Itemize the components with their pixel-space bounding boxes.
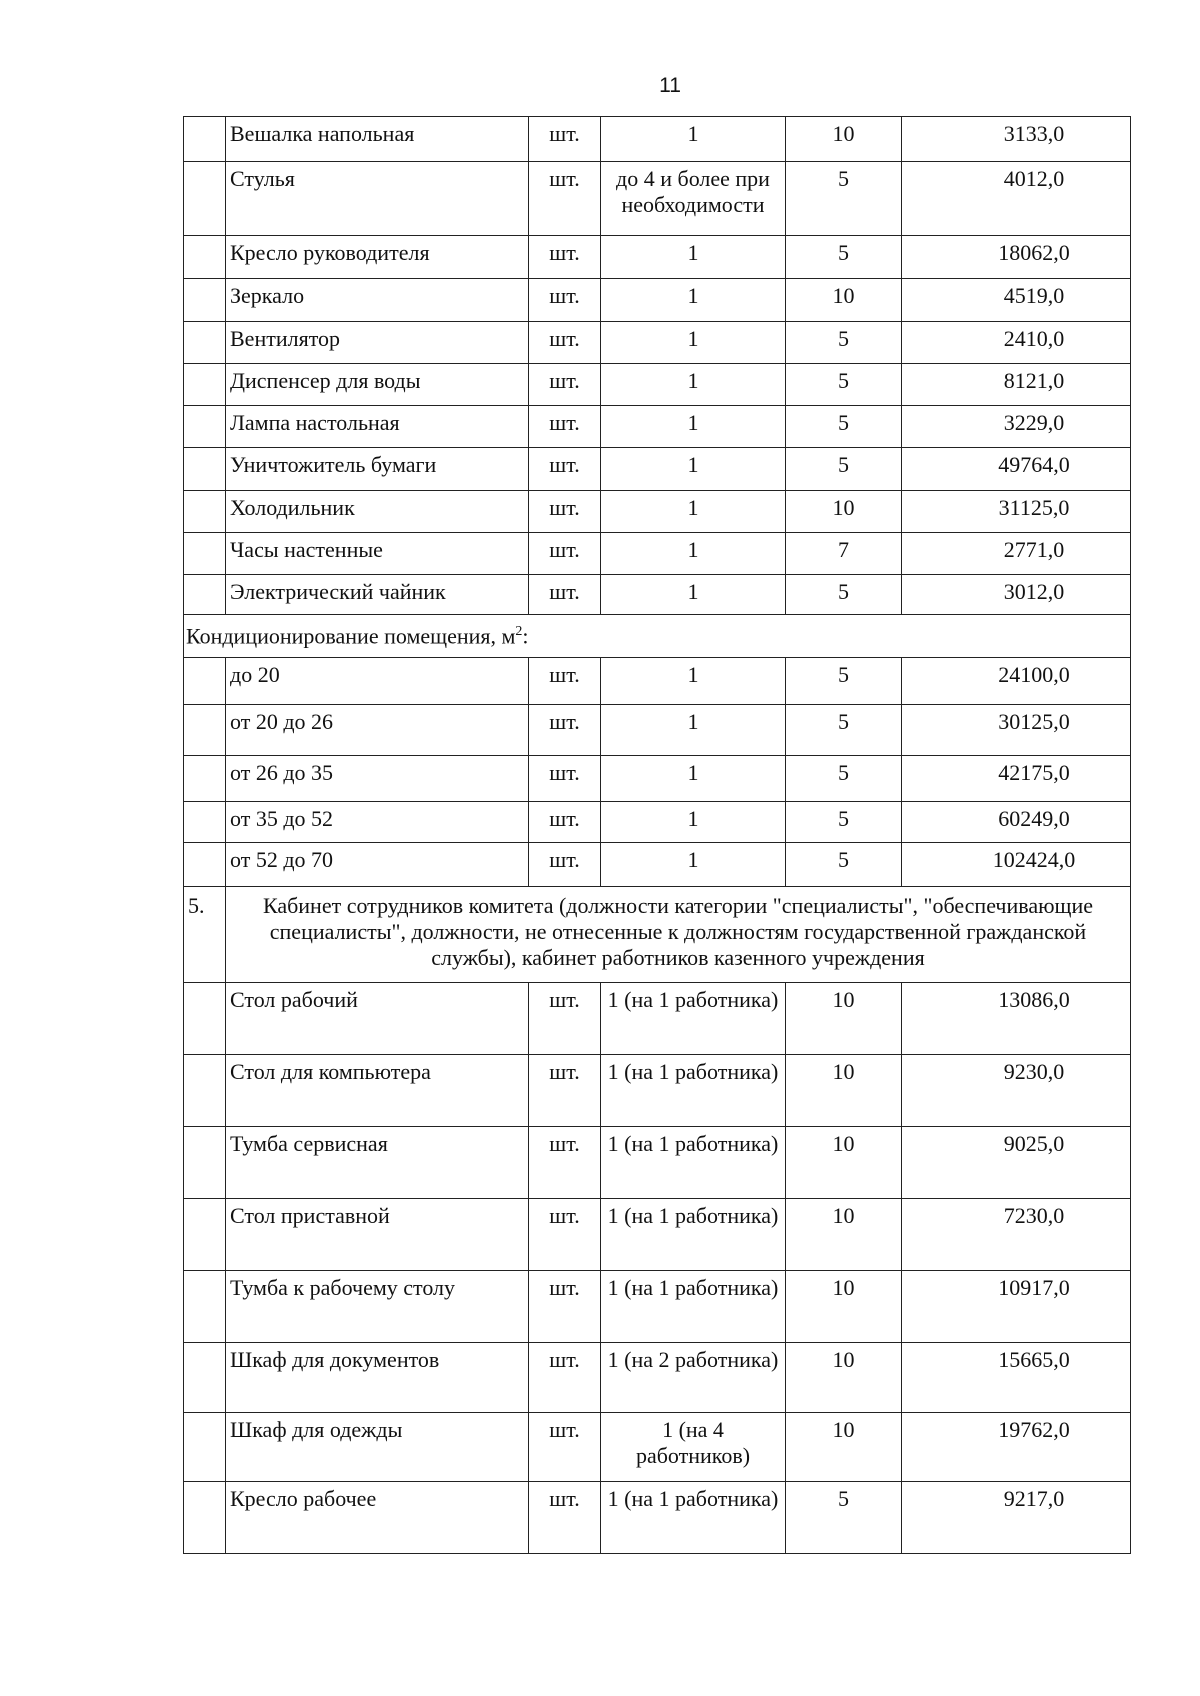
price: 18062,0	[902, 236, 1131, 279]
price: 13086,0	[902, 983, 1131, 1055]
price: 7230,0	[902, 1199, 1131, 1271]
table-row	[184, 575, 1131, 615]
table-row	[184, 236, 1131, 279]
quantity: 1	[601, 279, 786, 322]
num-cell	[184, 802, 226, 843]
num-cell	[184, 705, 226, 756]
item-name: от 20 до 26	[226, 705, 529, 756]
item-name: Кресло рабочее	[226, 1482, 529, 1554]
quantity: 1 (на 2 работника)	[601, 1343, 786, 1413]
quantity: 1	[601, 658, 786, 705]
conditioning-label: Кондиционирование помещения, м	[186, 623, 516, 649]
quantity: 1	[601, 322, 786, 364]
service-years: 5	[786, 236, 902, 279]
table-row	[184, 322, 1131, 364]
item-name: Вешалка напольная	[226, 117, 529, 162]
table-row	[184, 117, 1131, 162]
section-5-header	[184, 887, 1131, 983]
num-cell	[184, 843, 226, 887]
table-row	[184, 802, 1131, 843]
quantity: 1	[601, 756, 786, 802]
service-years: 7	[786, 533, 902, 575]
table-row	[184, 705, 1131, 756]
item-name: Часы настенные	[226, 533, 529, 575]
superscript: 2	[515, 624, 523, 639]
service-years: 10	[786, 1413, 902, 1482]
price: 4012,0	[902, 162, 1131, 236]
quantity: 1	[601, 802, 786, 843]
service-years: 5	[786, 364, 902, 406]
service-years: 5	[786, 705, 902, 756]
item-name: Шкаф для одежды	[226, 1413, 529, 1482]
price: 19762,0	[902, 1413, 1131, 1482]
num-cell	[184, 279, 226, 322]
service-years: 5	[786, 843, 902, 887]
price: 49764,0	[902, 448, 1131, 491]
num-cell	[184, 1271, 226, 1343]
item-name: Тумба к рабочему столу	[226, 1271, 529, 1343]
item-name: Вентилятор	[226, 322, 529, 364]
unit: шт.	[529, 364, 601, 406]
item-name: Холодильник	[226, 491, 529, 533]
item-name: Зеркало	[226, 279, 529, 322]
unit: шт.	[529, 575, 601, 615]
unit: шт.	[529, 533, 601, 575]
unit: шт.	[529, 983, 601, 1055]
service-years: 10	[786, 983, 902, 1055]
price: 3012,0	[902, 575, 1131, 615]
service-years: 10	[786, 1127, 902, 1199]
num-cell	[184, 756, 226, 802]
quantity: 1 (на 1 работника)	[601, 1055, 786, 1127]
item-name: Тумба сервисная	[226, 1127, 529, 1199]
service-years: 5	[786, 575, 902, 615]
table-row	[184, 406, 1131, 448]
num-cell	[184, 162, 226, 236]
price: 2771,0	[902, 533, 1131, 575]
price: 9230,0	[902, 1055, 1131, 1127]
price: 15665,0	[902, 1343, 1131, 1413]
section-title: Кабинет сотрудников комитета (должности категории "специалисты", "обеспечивающие специалисты", должности, не отнесенные к должностям государственной гражданской службы), кабинет работников казенного учреждения	[226, 887, 1131, 983]
num-cell	[184, 448, 226, 491]
table-row	[184, 1055, 1131, 1127]
table-row	[184, 162, 1131, 236]
unit: шт.	[529, 1199, 601, 1271]
price: 8121,0	[902, 364, 1131, 406]
num-cell	[184, 1343, 226, 1413]
unit: шт.	[529, 1055, 601, 1127]
table-row	[184, 279, 1131, 322]
item-name: от 52 до 70	[226, 843, 529, 887]
quantity: 1	[601, 406, 786, 448]
table-row	[184, 1482, 1131, 1554]
section-number: 5.	[184, 887, 226, 983]
item-name: от 26 до 35	[226, 756, 529, 802]
num-cell	[184, 322, 226, 364]
table-row	[184, 364, 1131, 406]
price: 30125,0	[902, 705, 1131, 756]
quantity: 1	[601, 705, 786, 756]
price: 102424,0	[902, 843, 1131, 887]
service-years: 5	[786, 162, 902, 236]
unit: шт.	[529, 802, 601, 843]
item-name: Диспенсер для воды	[226, 364, 529, 406]
service-years: 5	[786, 756, 902, 802]
num-cell	[184, 983, 226, 1055]
service-years: 10	[786, 117, 902, 162]
num-cell	[184, 491, 226, 533]
num-cell	[184, 1127, 226, 1199]
unit: шт.	[529, 491, 601, 533]
table-row	[184, 533, 1131, 575]
quantity: 1	[601, 364, 786, 406]
price: 9217,0	[902, 1482, 1131, 1554]
service-years: 5	[786, 1482, 902, 1554]
item-name: Шкаф для документов	[226, 1343, 529, 1413]
page-number: 11	[659, 74, 681, 97]
quantity: 1	[601, 491, 786, 533]
unit: шт.	[529, 236, 601, 279]
quantity: 1	[601, 448, 786, 491]
price: 42175,0	[902, 756, 1131, 802]
item-name: Стол рабочий	[226, 983, 529, 1055]
item-name: Лампа настольная	[226, 406, 529, 448]
quantity: до 4 и более при необходимости	[601, 162, 786, 236]
table-row	[184, 1127, 1131, 1199]
quantity: 1	[601, 117, 786, 162]
table-row	[184, 1271, 1131, 1343]
equipment-table	[183, 116, 1131, 1554]
unit: шт.	[529, 406, 601, 448]
num-cell	[184, 1055, 226, 1127]
unit: шт.	[529, 756, 601, 802]
quantity: 1 (на 1 работника)	[601, 1199, 786, 1271]
quantity: 1 (на 4 работников)	[601, 1413, 786, 1482]
price: 9025,0	[902, 1127, 1131, 1199]
price: 4519,0	[902, 279, 1131, 322]
table-row	[184, 756, 1131, 802]
service-years: 5	[786, 322, 902, 364]
quantity: 1 (на 1 работника)	[601, 1127, 786, 1199]
price: 3133,0	[902, 117, 1131, 162]
num-cell	[184, 658, 226, 705]
service-years: 10	[786, 1343, 902, 1413]
num-cell	[184, 364, 226, 406]
unit: шт.	[529, 705, 601, 756]
item-name: Кресло руководителя	[226, 236, 529, 279]
price: 60249,0	[902, 802, 1131, 843]
item-name: Стулья	[226, 162, 529, 236]
table-row	[184, 491, 1131, 533]
service-years: 10	[786, 1199, 902, 1271]
section-header-conditioning	[184, 615, 1131, 658]
item-name: Стол приставной	[226, 1199, 529, 1271]
unit: шт.	[529, 448, 601, 491]
service-years: 5	[786, 406, 902, 448]
unit: шт.	[529, 279, 601, 322]
price: 31125,0	[902, 491, 1131, 533]
unit: шт.	[529, 162, 601, 236]
num-cell	[184, 406, 226, 448]
price: 3229,0	[902, 406, 1131, 448]
service-years: 5	[786, 658, 902, 705]
item-name: от 35 до 52	[226, 802, 529, 843]
service-years: 5	[786, 448, 902, 491]
table-row	[184, 843, 1131, 887]
item-name: Электрический чайник	[226, 575, 529, 615]
quantity: 1 (на 1 работника)	[601, 1271, 786, 1343]
table-row	[184, 658, 1131, 705]
num-cell	[184, 1413, 226, 1482]
quantity: 1	[601, 236, 786, 279]
colon: :	[522, 623, 529, 649]
num-cell	[184, 1199, 226, 1271]
num-cell	[184, 117, 226, 162]
table-row	[184, 1343, 1131, 1413]
service-years: 10	[786, 1271, 902, 1343]
unit: шт.	[529, 1343, 601, 1413]
conditioning-header	[184, 615, 1131, 658]
num-cell	[184, 533, 226, 575]
item-name: Стол для компьютера	[226, 1055, 529, 1127]
num-cell	[184, 1482, 226, 1554]
service-years: 10	[786, 279, 902, 322]
unit: шт.	[529, 1413, 601, 1482]
table-row	[184, 983, 1131, 1055]
unit: шт.	[529, 117, 601, 162]
service-years: 10	[786, 491, 902, 533]
num-cell	[184, 236, 226, 279]
quantity: 1	[601, 533, 786, 575]
price: 24100,0	[902, 658, 1131, 705]
unit: шт.	[529, 322, 601, 364]
table-row	[184, 448, 1131, 491]
quantity: 1 (на 1 работника)	[601, 1482, 786, 1554]
quantity: 1	[601, 575, 786, 615]
service-years: 10	[786, 1055, 902, 1127]
unit: шт.	[529, 1271, 601, 1343]
num-cell	[184, 575, 226, 615]
item-name: до 20	[226, 658, 529, 705]
unit: шт.	[529, 1482, 601, 1554]
unit: шт.	[529, 1127, 601, 1199]
unit: шт.	[529, 658, 601, 705]
service-years: 5	[786, 802, 902, 843]
quantity: 1	[601, 843, 786, 887]
price: 2410,0	[902, 322, 1131, 364]
price: 10917,0	[902, 1271, 1131, 1343]
item-name: Уничтожитель бумаги	[226, 448, 529, 491]
quantity: 1 (на 1 работника)	[601, 983, 786, 1055]
unit: шт.	[529, 843, 601, 887]
table-row	[184, 1413, 1131, 1482]
table-row	[184, 1199, 1131, 1271]
